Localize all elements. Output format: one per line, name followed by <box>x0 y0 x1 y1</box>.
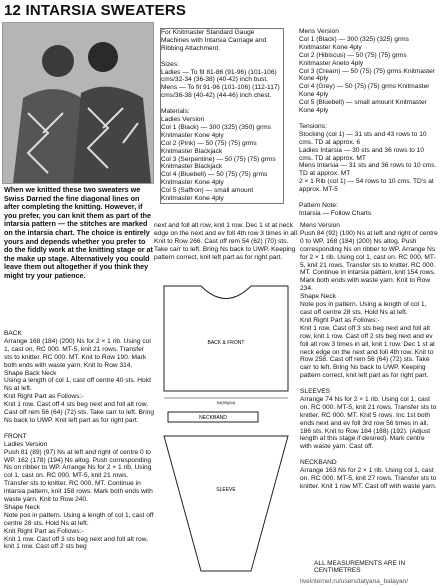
body-outline <box>164 286 288 391</box>
intro-text: When we knitted these two sweaters we Swiss Darned the fine diagonal lines on after completing the knitting. However, if you prefer, you can knit them as part of the intarsia pattern — the stitches are marked on the intarsia chart. The choice is entirely yours and depends whether you prefer to do the fiddly work at the knitting stage or at the make up stage. Alternatively you could leave them out altogether if you think they might try your patience. <box>4 185 153 280</box>
back-front-instructions: BACK Arrange 168 (184) (200) Ns for 2 × 1 rib. Using col 1, cast on. RC 000. MT-5, knit 21 rows. Transfer sts to knitter. RC 000. MT. Knit to Row 190. Mark both ends with waste yarn. Knit to Row 314. Shape Back Neck Using a length of col 1, cast off centre 40 sts. Hold Ns at left. Knit Right Part as Follows:- Knit 1 row. Cast off 4 sts beg next and foll alt row. Cast off rem 56 (64) (72) sts. Take carr to left. Bring Ns back to UWP. Knit left part as for right part. FRONT Ladies Version Push 81 (89) (97) Ns at left and right of centre 0 to WP. 162 (178) (194) Ns altog. Push corresponding Ns on ribber to WP. Arrange Ns for 2 × 1 rib. Using col 1, cast on. RC 000. MT-5, knit 21 rows. Transfer sts to knitter. RC 000. MT. Continue in intarsia pattern, knit 158 rows. Mark both ends with waste yarn. Knit to Row 240. Shape Neck Note pos in pattern. Using a length of col 1, cast off centre 28 sts. Hold Ns at left. Knit Right Part as Follows:- Knit 1 row. Cast off 3 sts beg next and foll alt row, knit 1 row. Cast off 2 sts beg <box>4 330 155 551</box>
sleeve-label: SLEEVE <box>216 487 236 493</box>
neckband-label: NECKBAND <box>199 415 227 421</box>
neck-shaping-text: next and foll alt row, knit 1 row. Dec 1 st at neck edge on the next and ev foll 4th row 3 times in all. Knit to Row 266. Cast off rem 54 (62) (70) sts. Take carr to left. Bring Ns back to UWP. Keeping pattern correct, knit left part as for right part. <box>154 222 299 261</box>
measurement-note: ALL MEASUREMENTS ARE IN CENTIMETRES <box>314 560 406 574</box>
page-title: 12 INTARSIA SWEATERS <box>4 2 187 19</box>
materials-column: For Knitmaster Standard Gauge Machines with Intarsia Carriage and Ribbing Attachment. Sizes: Ladies — To fit 81-86 (91-96) (101-106) cms/32-34 (36-38) (40-42) inch bust. Mens — To fit 91-96 (101-106) (112-117) cms/36-38 (40-42) (44-46) inch chest. Materials: Ladies Version Col 1 (Black) — 300 (325) (350) grms Knitmaster Kone 4ply Col 2 (Pink) — 50 (75) (75) grms Knitmaster Blackjack Col 3 (Serpentine) — 50 (75) (75) grms Knitmaster Blackjack Col 4 (Bluebell) — 50 (75) (75) grms Knitmaster Kone 4ply Col 5 (Saffron) — small amount Knitmaster Kone 4ply <box>160 28 284 204</box>
back-front-label: BACK & FRONT <box>207 340 245 346</box>
sweater-photo <box>2 22 154 184</box>
mens-sleeves-neckband-text: Mens Version Push 84 (92) (100) Ns at left and right of centre 0 to WP. 168 (184) (200) Ns altog. Push corresponding Ns on ribber to WP. Arrange Ns for 2 × 1 rib. Using col 1, cast on. RC 000. MT-5, knit 21 rows. Transfer sts to knitter. RC 000. MT. Continue in intarsia pattern, knit 154 rows. Mark both ends with waste yarn. Knit to Row 234. Shape Neck Note pos in pattern. Using a length of col 1, cast off centre 28 sts. Hold Ns at left. Knit Right Part as Follows:- Knit 1 row, Cast off 3 sts beg next and foll alt row, knit 1 row. Cast off 2 sts beg next and ev foll alt row 3 times in all, knit 1 row. Dec 1 st at neck edge on the next and foll 4th row. Knit to Row 258. Cast off rem 56 (64) (72) sts. Take carr to left. Bring Ns back to UWP. Keeping pattern correct, knit left part as for right part. SLEEVES Arrange 74 Ns for 2 × 1 rib. Using col 1, cast on. RC 000. MT-5, knit 21 rows. Transfer sts to knitter. RC 000. MT. Knit 5 rows. Inc 1st both ends next and ev foll 3rd row 56 times in all. 186 sts. Knit to Row 184 (188) (192). (Adjust length at this stage if desired). Mark centre with waste yarn. Cast off. NECKBAND Arrange 163 Ns for 2 × 1 rib. Using col 1, cast on. RC 000. MT-5, knit 27 rows. Transfer sts to knitter. Knit 1 row MT. Cast off with waste yarn. <box>300 222 438 490</box>
measurement-diagram <box>156 276 296 576</box>
watermark: liveinternet.ru/users/tatyana_balayan/ <box>300 578 409 585</box>
width-dimension: 54(59)(64) <box>216 400 236 405</box>
tensions-column: Mens Version Col 1 (Black) — 300 (325) (325) grms Knitmaster Kone 4ply Col 2 (Hibiscus) — 50 (75) (75) grms Knitmaster Aneto 4ply Col 3 (Cream) — 50 (75) (75) grms Knitmaster Kone 4ply Col 4 (Grey) — 50 (75) (75) grms Knitmaster Kone 4ply Col 5 (Bluebell) — small amount Knitmaster Kone 4ply Tensions: Stocking (col 1) — 31 sts and 43 rows to 10 cms. TD at approx. 6 Ladies Intarsia — 30 sts and 36 rows to 10 cms. TD at approx. MT Mens Intarsia — 31 sts and 36 rows to 10 cms. TD at approx. MT 2 × 1 Rib (col 1) — 54 rows to 10 cms. TD's at approx. MT-5 Pattern Note: Intarsia — Follow Charts <box>299 28 437 217</box>
sleeve-outline <box>164 436 288 571</box>
photo-illustration <box>3 23 153 183</box>
